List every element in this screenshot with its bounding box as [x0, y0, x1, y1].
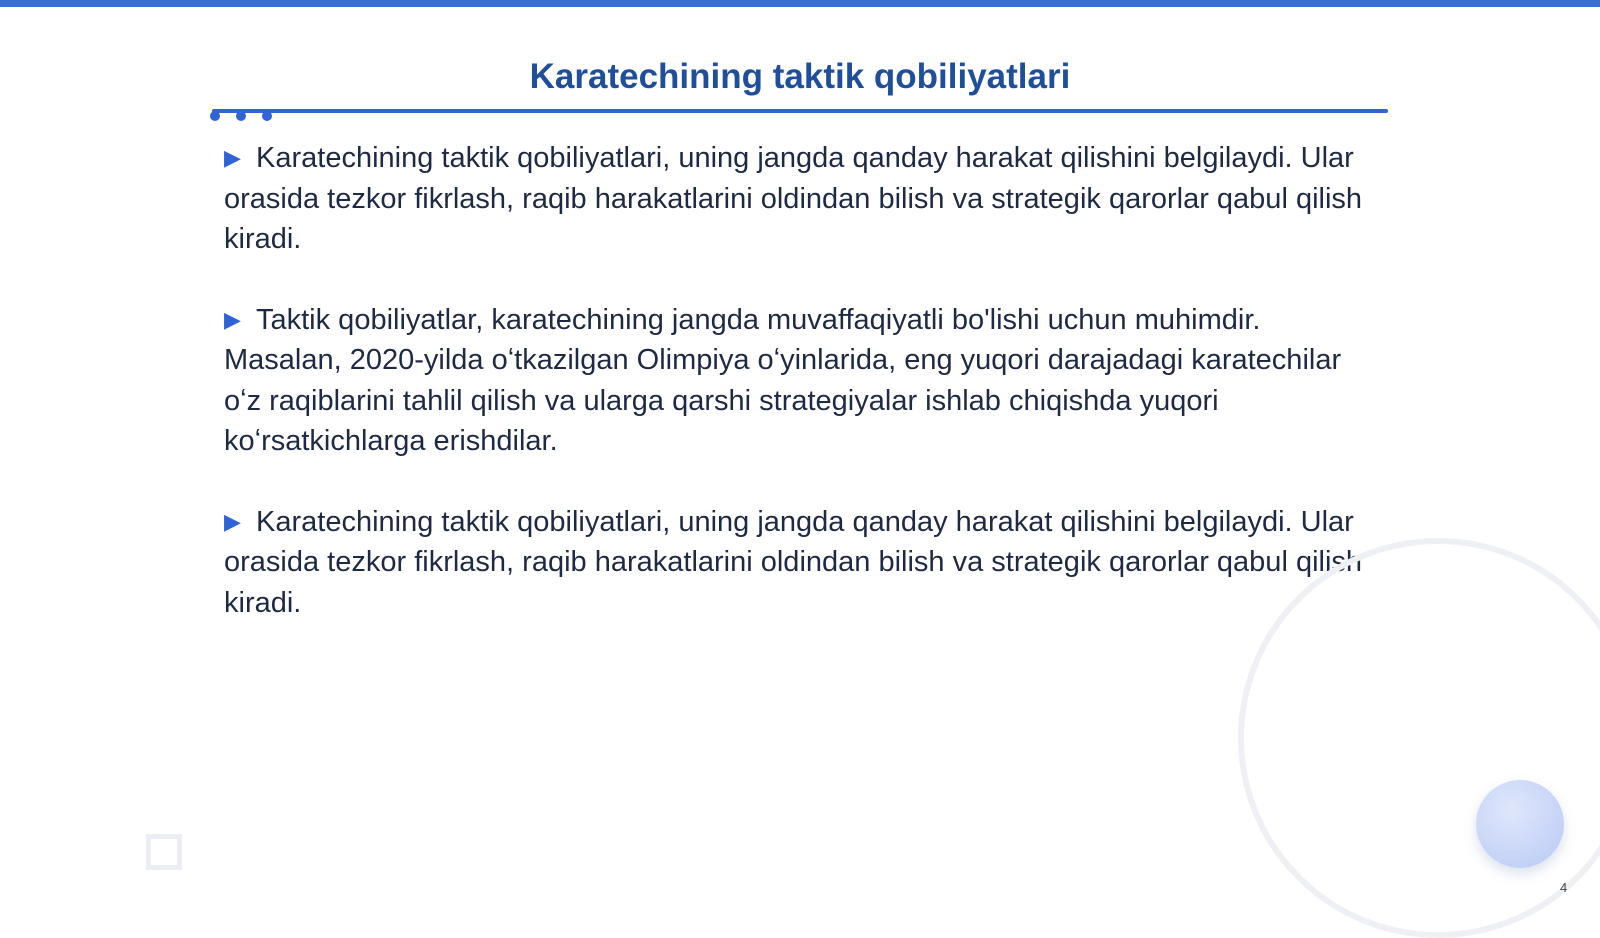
decorative-sphere — [1476, 780, 1564, 868]
slide-body — [224, 138, 1364, 663]
decorative-square — [146, 834, 182, 870]
title-underline — [212, 109, 1388, 113]
paragraph-1 — [224, 138, 1364, 260]
title-dot-3 — [262, 111, 272, 121]
title-dot-1 — [210, 111, 220, 121]
paragraph-2-text: Taktik qobiliyatlar, karatechining jangda muvaffaqiyatli bo'lishi uchun muhimdir. Masalan, 2020-yilda oʻtkazilgan Olimpiya oʻyinlarida, eng yuqori darajadagi karatechilar oʻz raqiblarini tahlil qilish va ularga qarshi strategiyalar ishlab chiqishda yuqori koʻrsatkichlarga erishdilar. — [224, 303, 1342, 457]
paragraph-3 — [224, 502, 1364, 624]
paragraph-1-text: Karatechining taktik qobiliyatlari, uning jangda qanday harakat qilishini belgilaydi. Ular orasida tezkor fikrlash, raqib harakatlarini oldindan bilish va strategik qarorlar qabul qilish kiradi. — [224, 142, 1363, 255]
paragraph-3-text: Karatechining taktik qobiliyatlari, uning jangda qanday harakat qilishini belgilaydi. Ular orasida tezkor fikrlash, raqib harakatlarini oldindan bilish va strategik qarorlar qabul qilish kiradi. — [224, 505, 1363, 619]
triangle-right-icon: ▶ — [224, 508, 241, 534]
triangle-right-icon: ▶ — [224, 145, 241, 170]
slide-title: Karatechining taktik qobiliyatlari — [529, 57, 1071, 96]
page-number: 4 — [1560, 880, 1568, 895]
title-dot-2 — [236, 111, 246, 121]
paragraph-2 — [224, 300, 1364, 462]
triangle-right-icon: ▶ — [224, 306, 241, 332]
top-accent-bar — [0, 0, 1600, 7]
